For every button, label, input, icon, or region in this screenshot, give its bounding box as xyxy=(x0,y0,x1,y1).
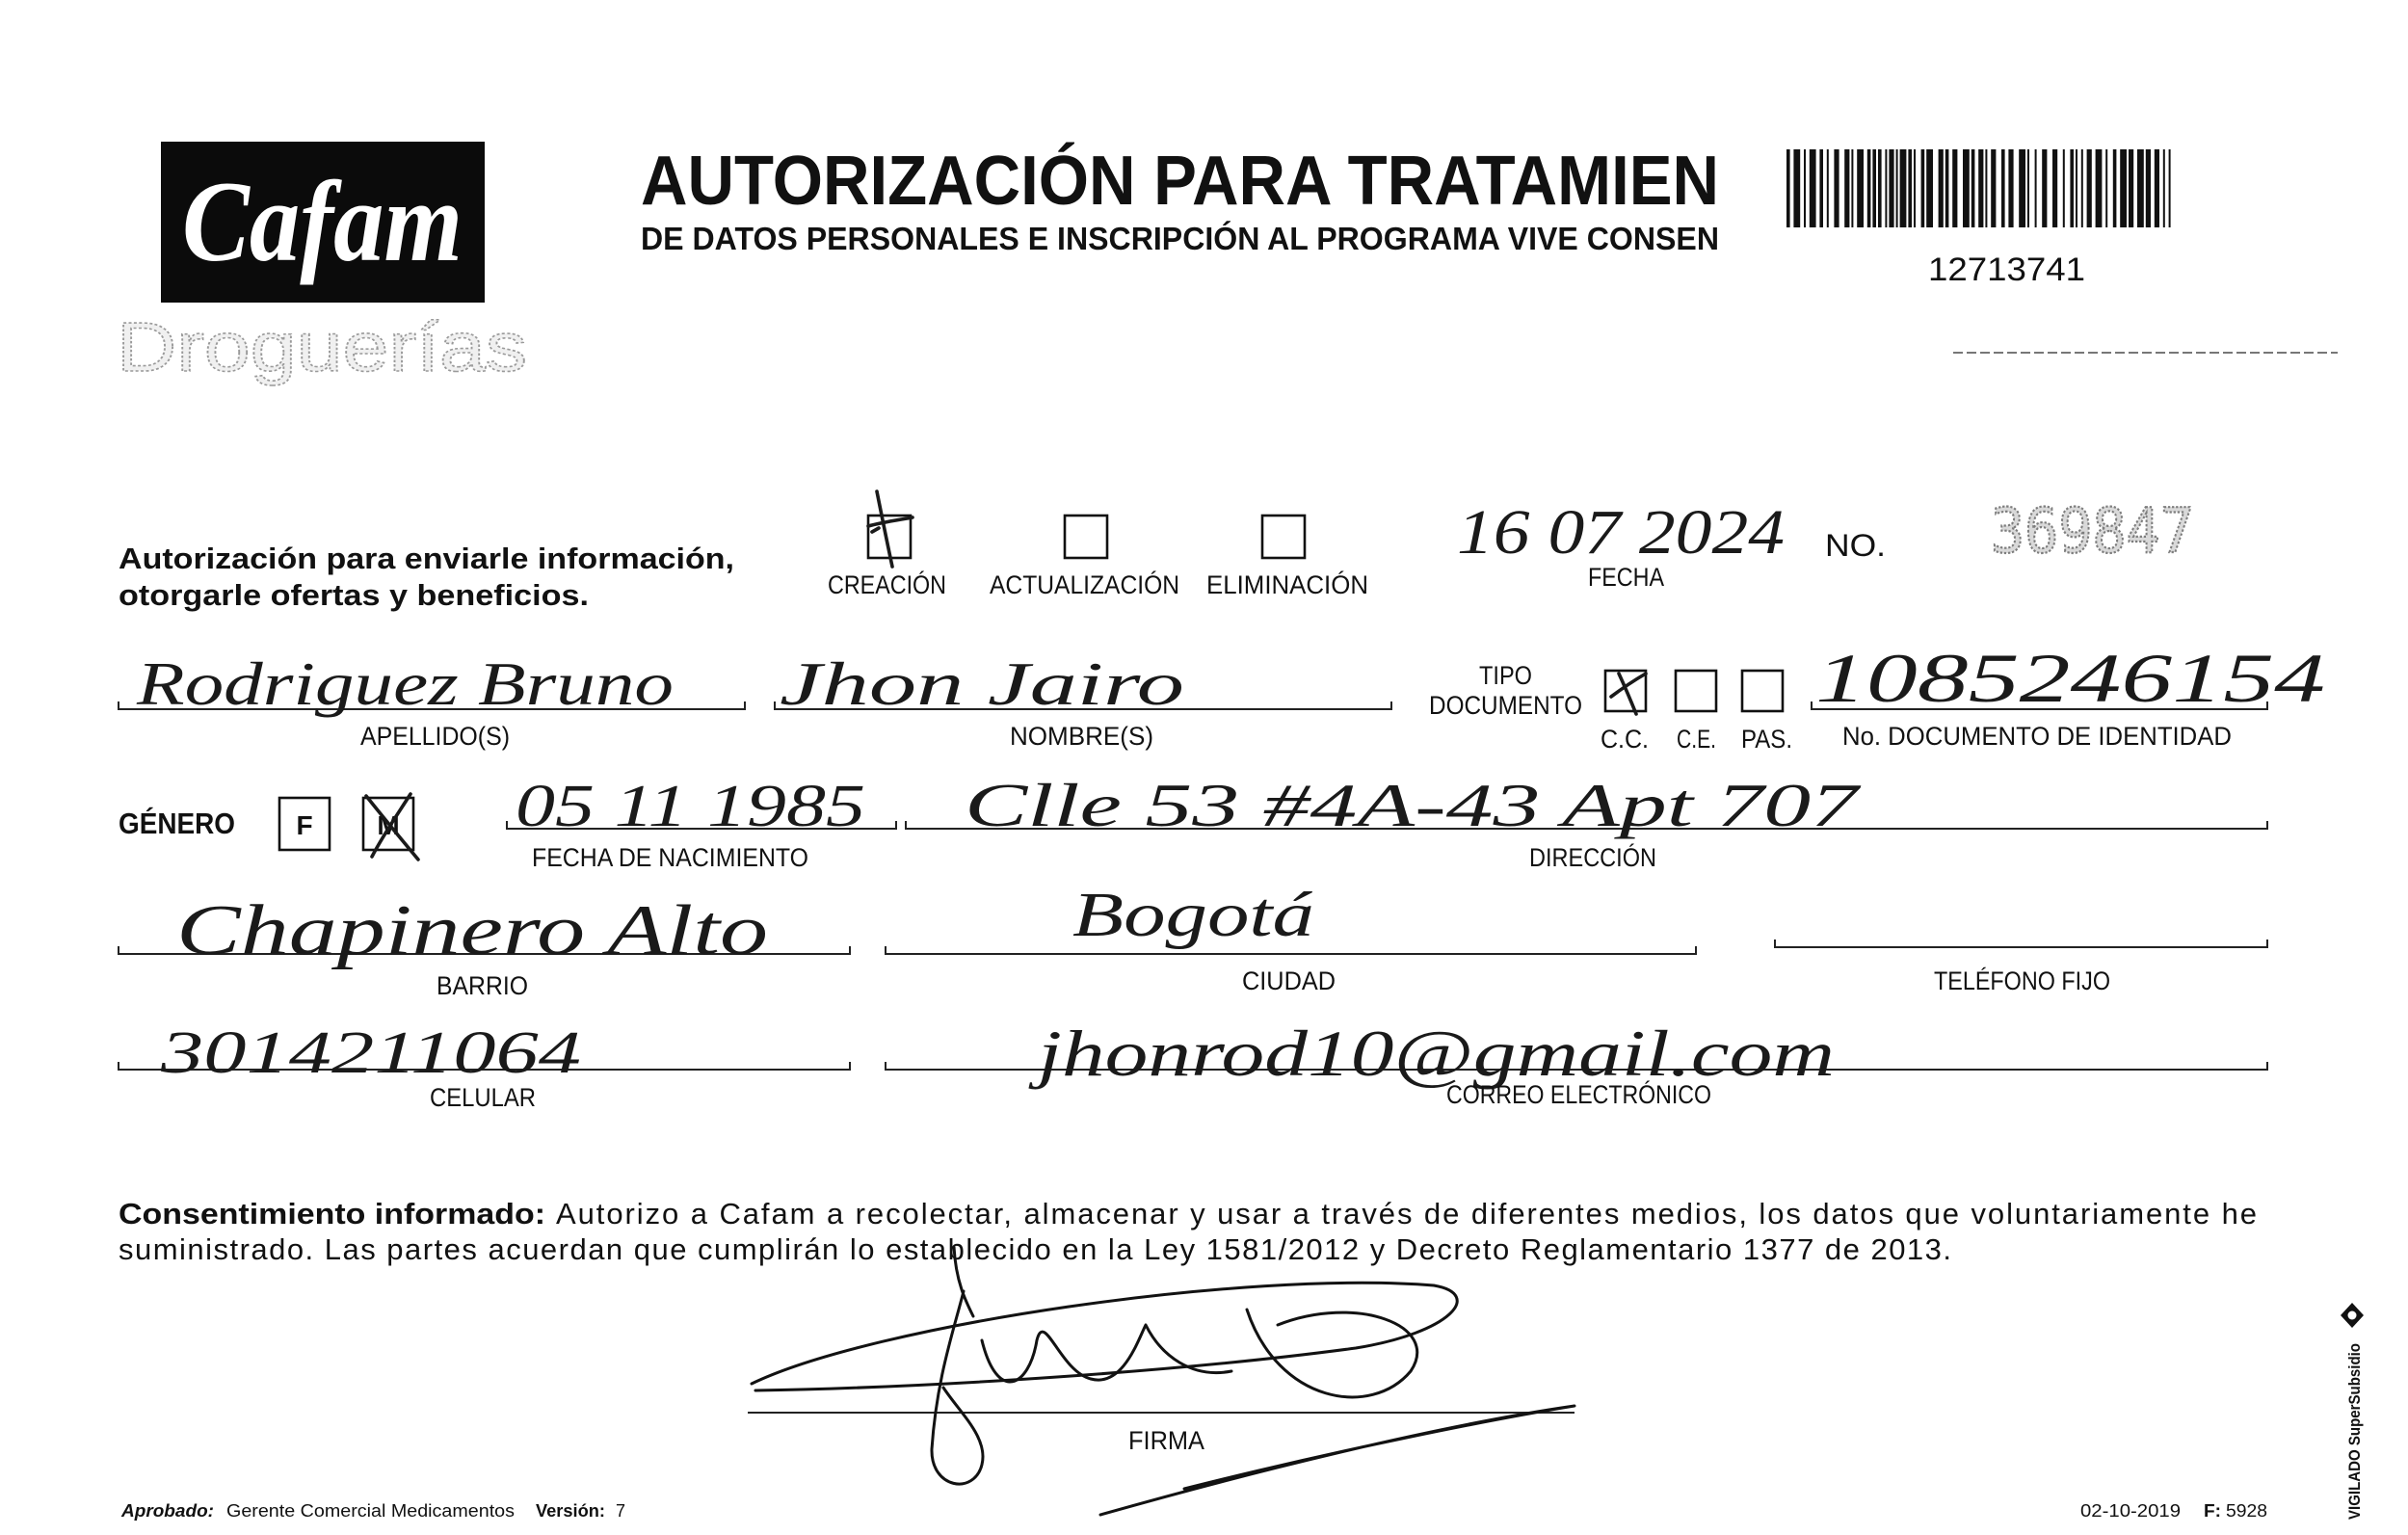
barcode-bar xyxy=(1971,149,1975,227)
barcode-bar xyxy=(2027,149,2029,227)
barcode-bar xyxy=(1885,149,1887,227)
barcode-bar xyxy=(2019,149,2025,227)
barcode-bar xyxy=(1786,149,1790,227)
barcode-bar xyxy=(1991,149,1996,227)
barcode-bar xyxy=(2070,149,2074,227)
fecha-label: FECHA xyxy=(1588,563,1664,592)
tipo-documento-label-2: DOCUMENTO xyxy=(1429,691,1582,720)
intro-line-2: otorgarle ofertas y beneficios. xyxy=(119,578,589,612)
fecha-value: 16 07 2024 xyxy=(1457,497,1785,568)
checkbox-actualizacion xyxy=(1065,516,1107,558)
consent-heading: Consentimiento informado: xyxy=(119,1197,545,1231)
direccion-label: DIRECCIÓN xyxy=(1529,843,1676,872)
barcode-bar xyxy=(2146,149,2151,227)
approved-label: Aprobado: xyxy=(119,1501,215,1521)
firma-label: FIRMA xyxy=(1128,1426,1204,1455)
barcode-bar xyxy=(1921,149,1925,227)
barcode-bar xyxy=(2163,149,2165,227)
barcode-bar xyxy=(1900,149,1907,227)
barcode-bar xyxy=(2063,149,2065,227)
label-actualizacion: ACTUALIZACIÓN xyxy=(990,570,1199,599)
cafam-logo-text: Cafam xyxy=(182,157,463,285)
barcode-bar xyxy=(1978,149,1983,227)
label-pas: PAS. xyxy=(1741,725,1792,754)
intro-line-1: Autorización para enviarle información, xyxy=(119,542,734,575)
vigilado-text: VIGILADO SuperSubsidio xyxy=(2345,1320,2364,1520)
checkbox-eliminacion xyxy=(1262,516,1305,558)
ciudad-label: CIUDAD xyxy=(1242,966,1336,995)
barcode-bar xyxy=(2081,149,2083,227)
direccion-value: Clle 53 #4A-43 Apt 707 xyxy=(965,771,1863,839)
barcode-bar xyxy=(2076,149,2077,227)
barcode-bar xyxy=(2035,149,2037,227)
barcode-bar xyxy=(1878,149,1882,227)
barcode-bar xyxy=(2169,149,2171,227)
barcode-bar xyxy=(2001,149,2005,227)
page-title: AUTORIZACIÓN PARA TRATAMIEN xyxy=(641,143,1797,220)
barcode-bar xyxy=(1819,149,1823,227)
label-creacion: CREACIÓN xyxy=(828,570,966,599)
celular-label: CELULAR xyxy=(430,1083,536,1112)
barcode-bar xyxy=(2120,149,2127,227)
form-number: 5928 xyxy=(2226,1501,2267,1521)
barcode-bar xyxy=(1914,149,1916,227)
barcode-bar xyxy=(1834,149,1839,227)
barrio-value: Chapinero Alto xyxy=(176,891,768,970)
barcode-bar xyxy=(1827,149,1829,227)
barcode-bar xyxy=(1857,149,1864,227)
barcode-bar xyxy=(1896,149,1898,227)
apellidos-label: APELLIDO(S) xyxy=(360,722,510,751)
barcode-bar xyxy=(2052,149,2057,227)
barcode-bar xyxy=(1945,149,1949,227)
barcode-bar xyxy=(1952,149,1957,227)
barcode-number: 12713741 xyxy=(1928,251,2085,288)
fecha-nacimiento-label: FECHA DE NACIMIENTO xyxy=(532,843,808,872)
numero-label: NO. xyxy=(1825,528,1886,563)
barcode-bar xyxy=(2008,149,2013,227)
barcode-bar xyxy=(1963,149,1970,227)
barcode-bar xyxy=(2096,149,2103,227)
barcode-bar xyxy=(1889,149,1893,227)
nombres-value: Jhon Jairo xyxy=(780,649,1184,718)
barcode-bar xyxy=(2155,149,2159,227)
barcode-bar xyxy=(1804,149,1806,227)
approved-by: Gerente Comercial Medicamentos xyxy=(226,1501,515,1521)
barcode-bar xyxy=(1985,149,1987,227)
barcode-bar xyxy=(1867,149,1871,227)
form-number-label: F: xyxy=(2204,1501,2221,1521)
barcode-bar xyxy=(1872,149,1876,227)
label-genero-f: F xyxy=(296,810,313,840)
numero-documento-value: 1085246154 xyxy=(1815,640,2325,717)
correo-value: jhonrod10@gmail.com xyxy=(1027,1017,1835,1090)
barcode-bar xyxy=(1844,149,1849,227)
checkbox-pas xyxy=(1742,671,1783,711)
supersubsidio-dot-icon xyxy=(2348,1311,2357,1320)
barcode-bar xyxy=(2105,149,2107,227)
nombres-label: NOMBRE(S) xyxy=(1010,722,1153,751)
label-cc: C.C. xyxy=(1601,725,1649,754)
barcode-bar xyxy=(1810,149,1816,227)
numero-value: 369847 xyxy=(1991,496,2194,568)
celular-value: 3014211064 xyxy=(159,1020,581,1086)
barcode-bar xyxy=(1908,149,1912,227)
ciudad-value: Bogotá xyxy=(1072,880,1314,950)
label-eliminacion: ELIMINACIÓN xyxy=(1206,570,1376,599)
numero-documento-label: No. DOCUMENTO DE IDENTIDAD xyxy=(1842,722,2232,751)
barcode-bar xyxy=(1939,149,1944,227)
checkbox-ce xyxy=(1676,671,1716,711)
version-label: Versión: xyxy=(536,1501,605,1521)
tipo-documento-label-1: TIPO xyxy=(1479,661,1532,690)
barcode-bar xyxy=(2042,149,2047,227)
droguerias-subbrand: Droguerías xyxy=(117,309,527,386)
barcode-bar xyxy=(1793,149,1800,227)
correo-label: CORREO ELECTRÓNICO xyxy=(1446,1080,1757,1109)
barcode-bar xyxy=(1851,149,1853,227)
label-ce: C.E. xyxy=(1677,725,1716,754)
form-date: 02-10-2019 xyxy=(2080,1501,2181,1521)
barcode-bar xyxy=(2113,149,2117,227)
barcode-bar xyxy=(2137,149,2144,227)
label-genero-m: M xyxy=(377,810,400,840)
apellidos-value: Rodriguez Bruno xyxy=(135,649,675,718)
barcode-bar xyxy=(1926,149,1933,227)
fecha-nacimiento-value: 05 11 1985 xyxy=(516,774,865,839)
barcode-bar xyxy=(2129,149,2133,227)
telefono-fijo-label: TELÉFONO FIJO xyxy=(1934,966,2110,995)
barrio-label: BARRIO xyxy=(437,971,528,1000)
page-subtitle: DE DATOS PERSONALES E INSCRIPCIÓN AL PROGRAMA VIVE CONSEN xyxy=(641,221,1719,256)
consent-line-1: Autorizo a Cafam a recolectar, almacenar y usar a través de diferentes medios, los datos que voluntariamente he xyxy=(556,1197,2257,1231)
consent-line-2: suministrado. Las partes acuerdan que cumplirán lo establecido en la Ley 1581/2012 y Decreto Reglamentario 1377 de 2013. xyxy=(119,1232,1952,1266)
version-value: 7 xyxy=(616,1501,626,1521)
barcode-bar xyxy=(2087,149,2092,227)
genero-label: GÉNERO xyxy=(119,807,235,840)
